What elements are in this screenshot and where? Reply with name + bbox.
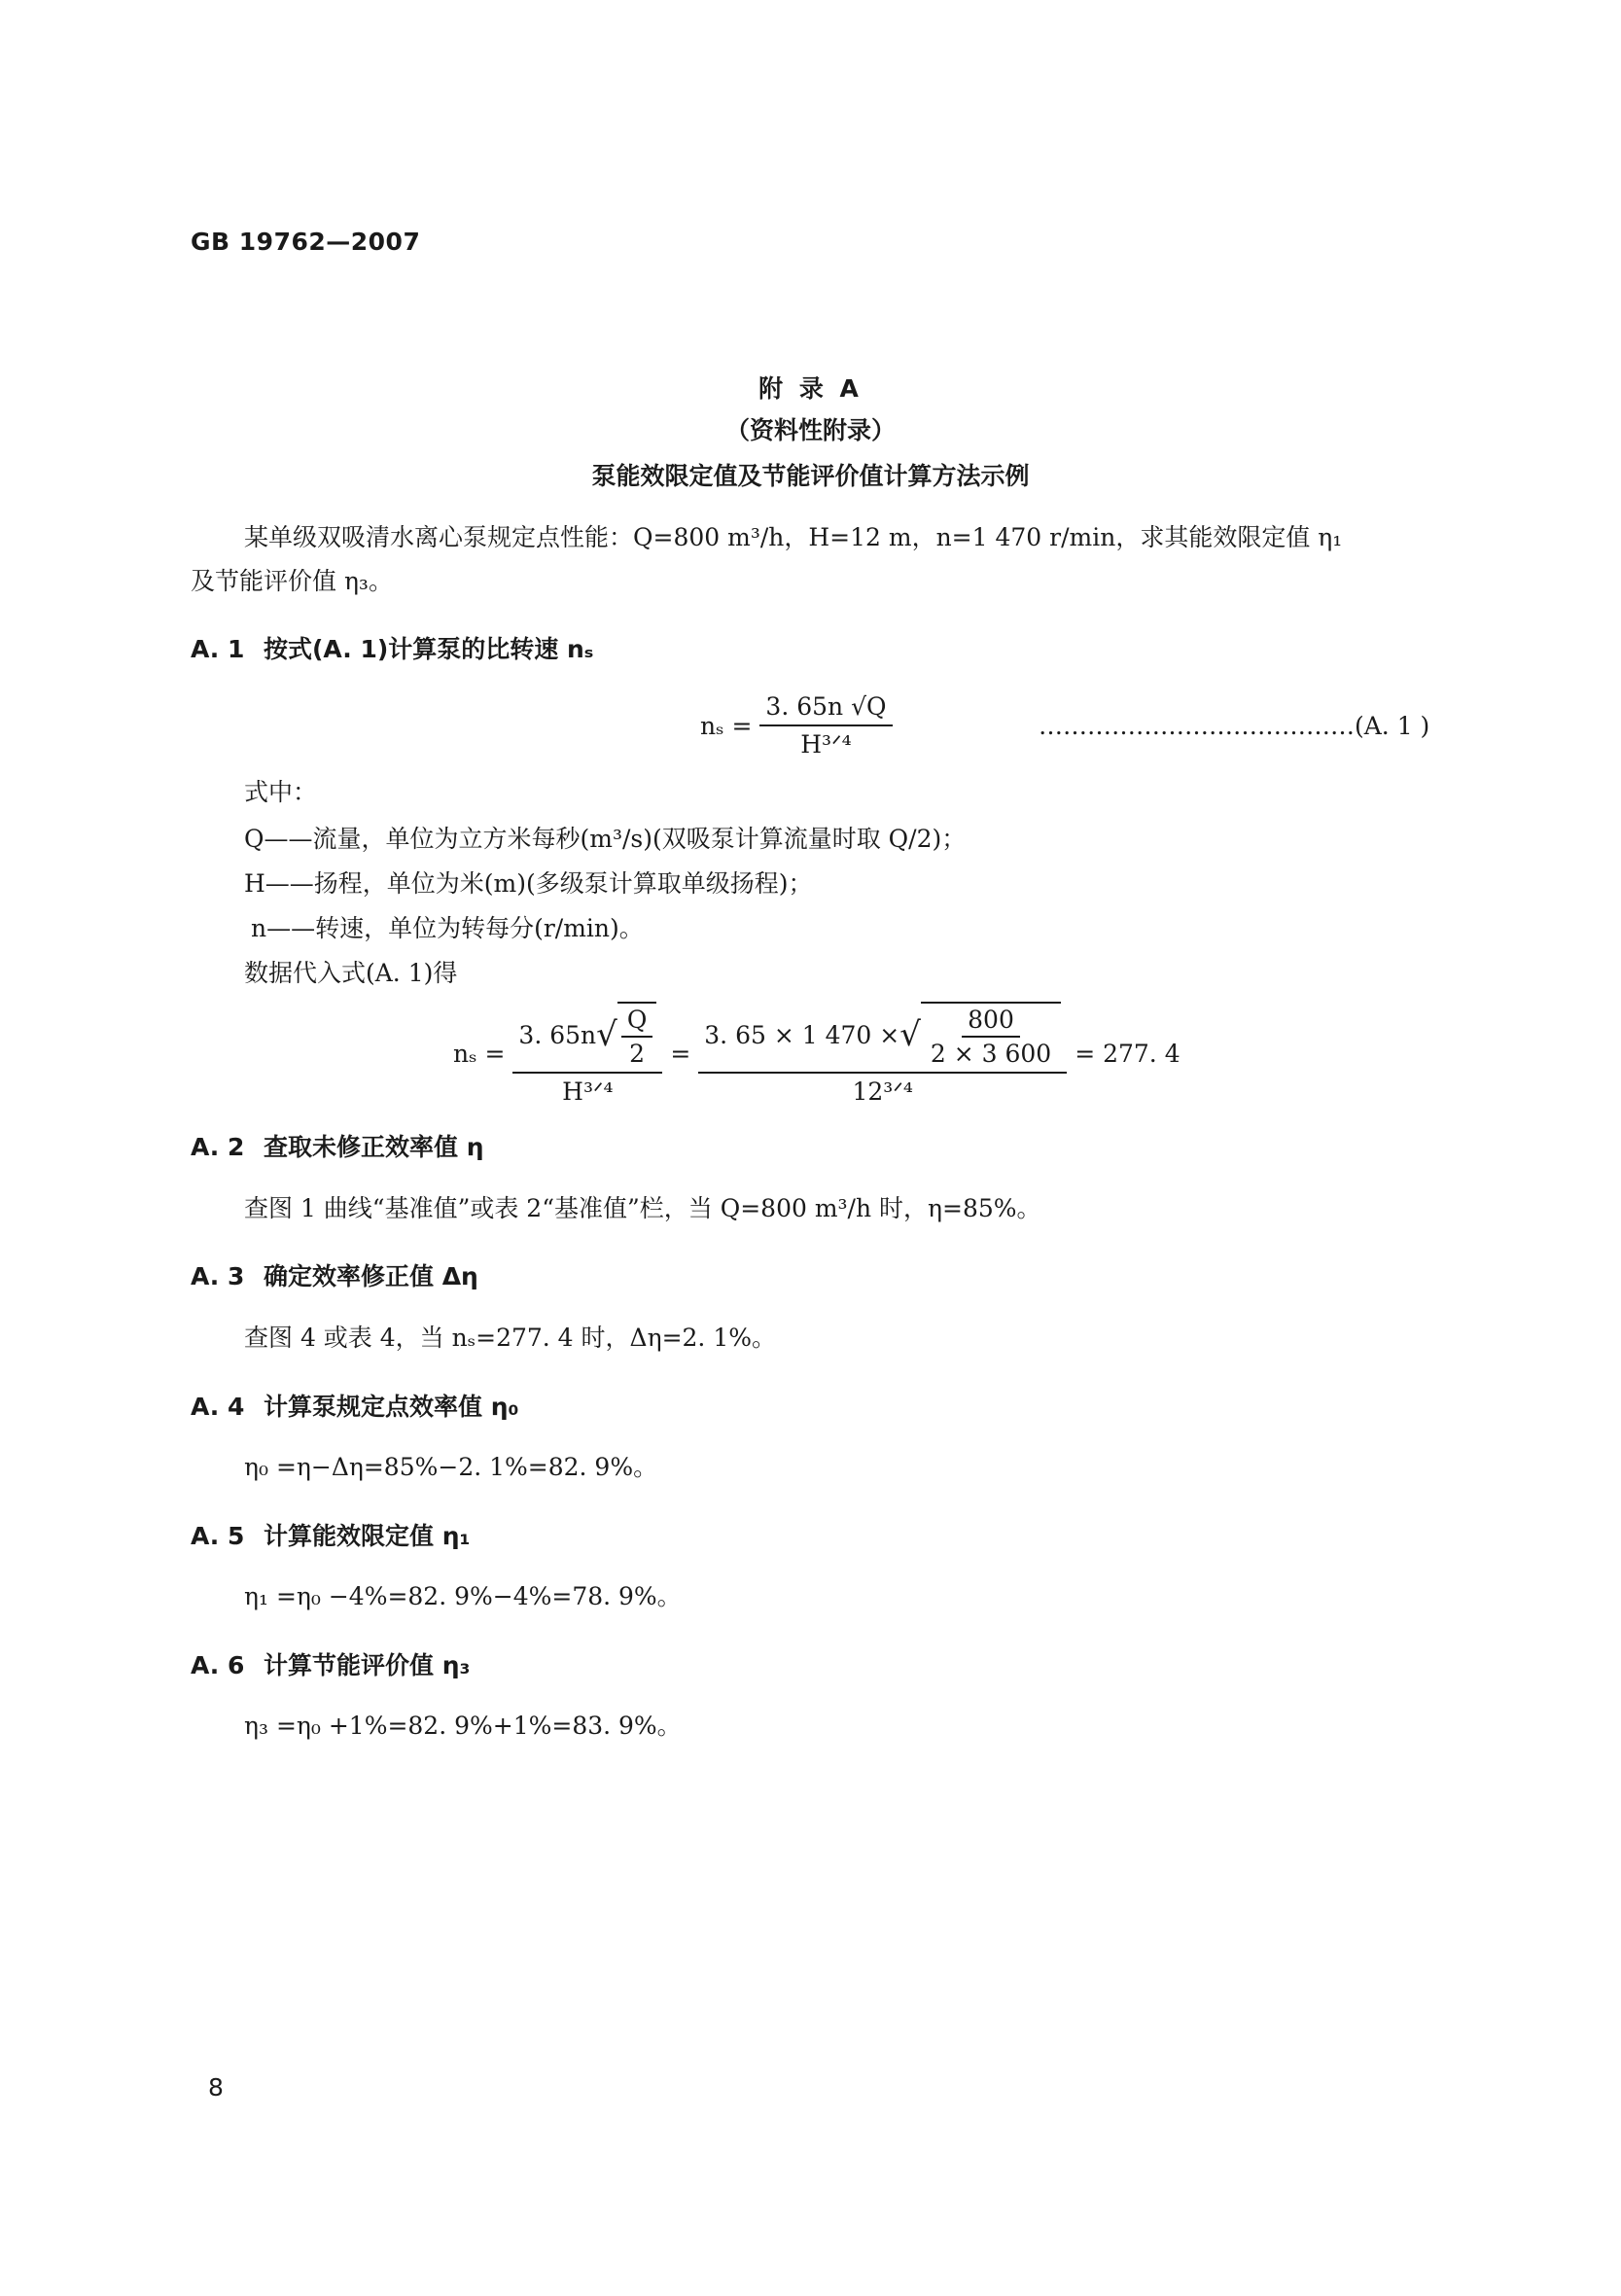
sqrt-icon: √ — [899, 1015, 921, 1054]
section-a1 — [191, 630, 593, 665]
flow-fraction — [925, 1006, 1057, 1068]
where-item-q: Q——流量，单位为立方米每秒(m³/s)(双吸泵计算流量时取 Q/2)； — [244, 825, 967, 853]
sub-fraction-1 — [512, 1002, 662, 1106]
section-title: 查取未修正效率值 η — [264, 1133, 484, 1161]
appendix-label: 附 录 A — [758, 374, 863, 403]
formula-denominator: H³ᐟ⁴ — [800, 730, 852, 759]
sqrt-content-2 — [921, 1002, 1061, 1068]
section-title: 计算泵规定点效率值 η₀ — [264, 1393, 519, 1421]
section-a5 — [191, 1517, 470, 1552]
substitution-formula: nₛ = 3. 65n √ $\frac{Q}{2}$ H³ᐟ⁴ = 3. 65 × 1 470 × √ $\frac{800}{2 \times 3 600}$ 12³ᐟ⁴ = 277. 4 — [453, 1002, 1181, 1106]
section-title: 按式(A. 1)计算泵的比转速 nₛ — [264, 635, 594, 663]
q-over-2 — [621, 1006, 653, 1068]
section-number: A. 5 — [191, 1522, 245, 1550]
sub-fraction-2-numerator — [698, 1002, 1067, 1074]
appendix-type: （资料性附录） — [724, 416, 896, 444]
result-a5: η₁ =η₀ −4%=82. 9%−4%=78. 9%。 — [244, 1582, 682, 1610]
section-title: 计算节能评价值 η₃ — [264, 1651, 471, 1679]
where-item-n: n——转速，单位为转每分(r/min)。 — [251, 914, 644, 942]
formula-lhs: nₛ = — [700, 711, 753, 740]
section-a2 — [191, 1128, 484, 1163]
result-a4: η₀ =η−Δη=85%−2. 1%=82. 9%。 — [244, 1453, 658, 1481]
where-item-h: H——扬程，单位为米(m)(多级泵计算取单级扬程)； — [244, 869, 813, 898]
sqrt-content-1 — [617, 1002, 657, 1068]
intro-line-2: 及节能评价值 η₃。 — [191, 567, 393, 595]
intro-line-1: 某单级双吸清水离心泵规定点性能：Q=800 m³/h，H=12 m，n=1 470 r/min，求其能效限定值 η₁ — [244, 523, 1343, 551]
where-label: 式中： — [244, 778, 318, 806]
section-number: A. 4 — [191, 1393, 245, 1421]
section-number: A. 2 — [191, 1133, 245, 1161]
sub-result: = 277. 4 — [1075, 1040, 1181, 1068]
result-a2: 查图 1 曲线“基准值”或表 2“基准值”栏，当 Q=800 m³/h 时，η=85%。 — [244, 1194, 1041, 1222]
sqrt-num-1: Q — [621, 1006, 653, 1038]
formula-numerator: 3. 65n √Q — [759, 692, 892, 726]
sqrt-num-2: 800 — [962, 1006, 1020, 1038]
sub-fraction-2-denominator: 12³ᐟ⁴ — [852, 1077, 913, 1106]
sub-fraction-1-denominator: H³ᐟ⁴ — [562, 1077, 614, 1106]
page-number: 8 — [208, 2073, 225, 2102]
result-a6: η₃ =η₀ +1%=82. 9%+1%=83. 9%。 — [244, 1712, 682, 1740]
section-a4 — [191, 1388, 518, 1423]
sub-fraction-2 — [698, 1002, 1067, 1106]
formula-tag: …………………………………(A. 1 ) — [1039, 712, 1430, 740]
section-title: 确定效率修正值 Δη — [264, 1262, 478, 1290]
sqrt-den-2: 2 × 3 600 — [930, 1040, 1052, 1068]
section-title: 计算能效限定值 η₁ — [264, 1522, 471, 1550]
sub-coef-1: 3. 65n — [518, 1020, 597, 1049]
formula-a1 — [700, 692, 900, 759]
standard-number: GB 19762—2007 — [191, 228, 421, 256]
section-a6 — [191, 1646, 470, 1681]
sub-coef-2: 3. 65 × 1 470 × — [704, 1020, 900, 1049]
sub-lhs: nₛ = — [453, 1040, 506, 1068]
appendix-title: 泵能效限定值及节能评价值计算方法示例 — [591, 462, 1030, 490]
section-number: A. 1 — [191, 635, 245, 663]
section-number: A. 3 — [191, 1262, 245, 1290]
section-number: A. 6 — [191, 1651, 245, 1679]
sqrt-icon: √ — [596, 1015, 617, 1054]
sqrt-den-1: 2 — [629, 1040, 646, 1068]
substitution-text: 数据代入式(A. 1)得 — [244, 959, 458, 987]
section-a3 — [191, 1257, 478, 1292]
formula-fraction — [759, 692, 892, 759]
sub-fraction-1-numerator — [512, 1002, 662, 1074]
result-a3: 查图 4 或表 4，当 nₛ=277. 4 时，Δη=2. 1%。 — [244, 1324, 776, 1352]
